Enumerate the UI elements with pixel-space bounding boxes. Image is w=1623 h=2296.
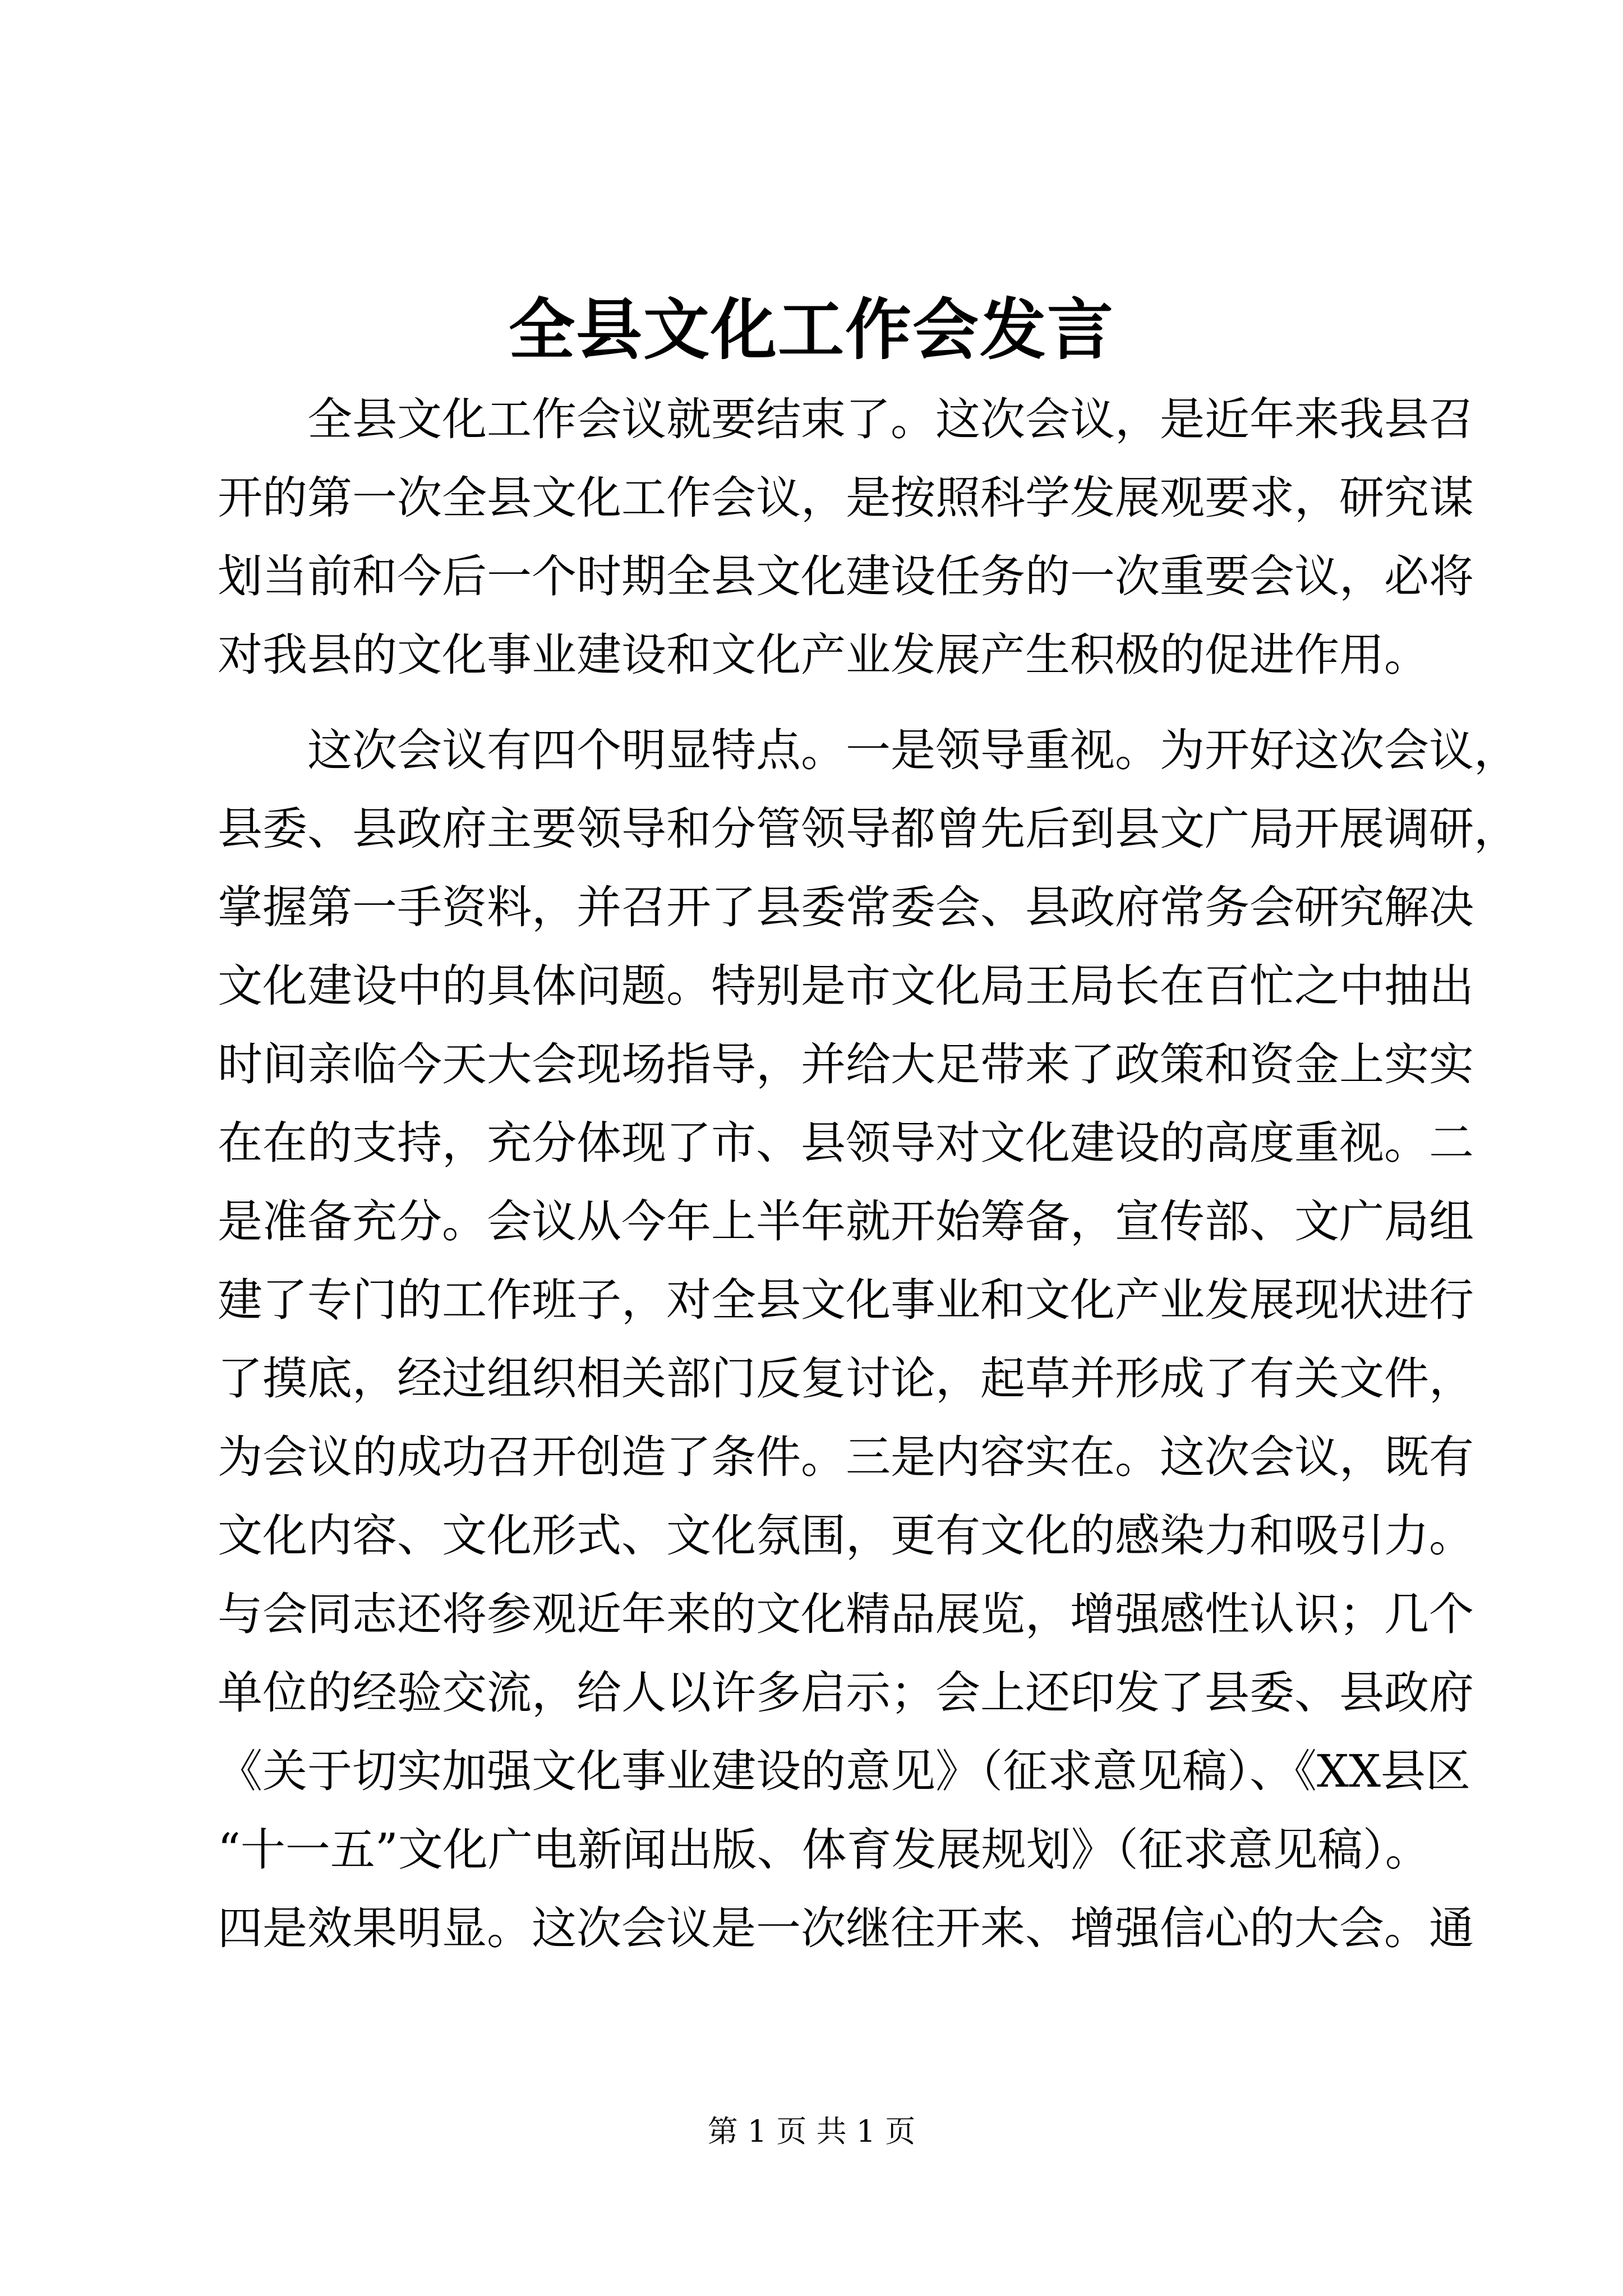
paragraph-line: 了摸底，经过组织相关部门反复讨论，起草并形成了有关文件， <box>218 1352 1474 1405</box>
paragraph-line: 为会议的成功召开创造了条件。三是内容实在。这次会议，既有 <box>218 1431 1474 1483</box>
paragraph-line: 划当前和今后一个时期全县文化建设任务的一次重要会议，必将 <box>218 550 1474 602</box>
paragraph-line: 县委、县政府主要领导和分管领导都曾先后到县文广局开展调研， <box>218 803 1519 855</box>
page-footer: 第 1 页 共 1 页 <box>707 2114 916 2149</box>
paragraph-line: 建了专门的工作班子，对全县文化事业和文化产业发展现状进行 <box>218 1274 1474 1326</box>
paragraph-line: 掌握第一手资料，并召开了县委常委会、县政府常务会研究解决 <box>218 881 1474 933</box>
paragraph-line: 在在的支持，充分体现了市、县领导对文化建设的高度重视。二 <box>218 1117 1474 1169</box>
paragraph-line: 是准备充分。会议从今年上半年就开始筹备，宣传部、文广局组 <box>218 1195 1474 1248</box>
paragraph-line: “十一五”文化广电新闻出版、体育发展规划》（征求意见稿）。 <box>218 1824 1430 1876</box>
paragraph-line: 这次会议有四个明显特点。一是领导重视。为开好这次会议， <box>218 724 1519 776</box>
paragraph-line: 对我县的文化事业建设和文化产业发展产生积极的促进作用。 <box>218 629 1429 681</box>
paragraph-line: 单位的经验交流，给人以许多启示；会上还印发了县委、县政府 <box>218 1667 1474 1719</box>
paragraph-line: 开的第一次全县文化工作会议，是按照科学发展观要求，研究谋 <box>218 472 1474 524</box>
paragraph-line: 文化内容、文化形式、文化氛围，更有文化的感染力和吸引力。 <box>218 1510 1474 1562</box>
paragraph-line: 《关于切实加强文化事业建设的意见》（征求意见稿）、《XX县区 <box>218 1745 1470 1797</box>
paragraph-line: 全县文化工作会议就要结束了。这次会议，是近年来我县召 <box>218 393 1474 445</box>
document-title: 全县文化工作会发言 <box>508 291 1114 369</box>
paragraph-line: 文化建设中的具体问题。特别是市文化局王局长在百忙之中抽出 <box>218 960 1474 1012</box>
paragraph-line: 四是效果明显。这次会议是一次继往开来、增强信心的大会。通 <box>218 1902 1474 1954</box>
paragraph-line: 时间亲临今天大会现场指导，并给大足带来了政策和资金上实实 <box>218 1038 1474 1091</box>
paragraph-line: 与会同志还将参观近年来的文化精品展览，增强感性认识；几个 <box>218 1588 1474 1640</box>
